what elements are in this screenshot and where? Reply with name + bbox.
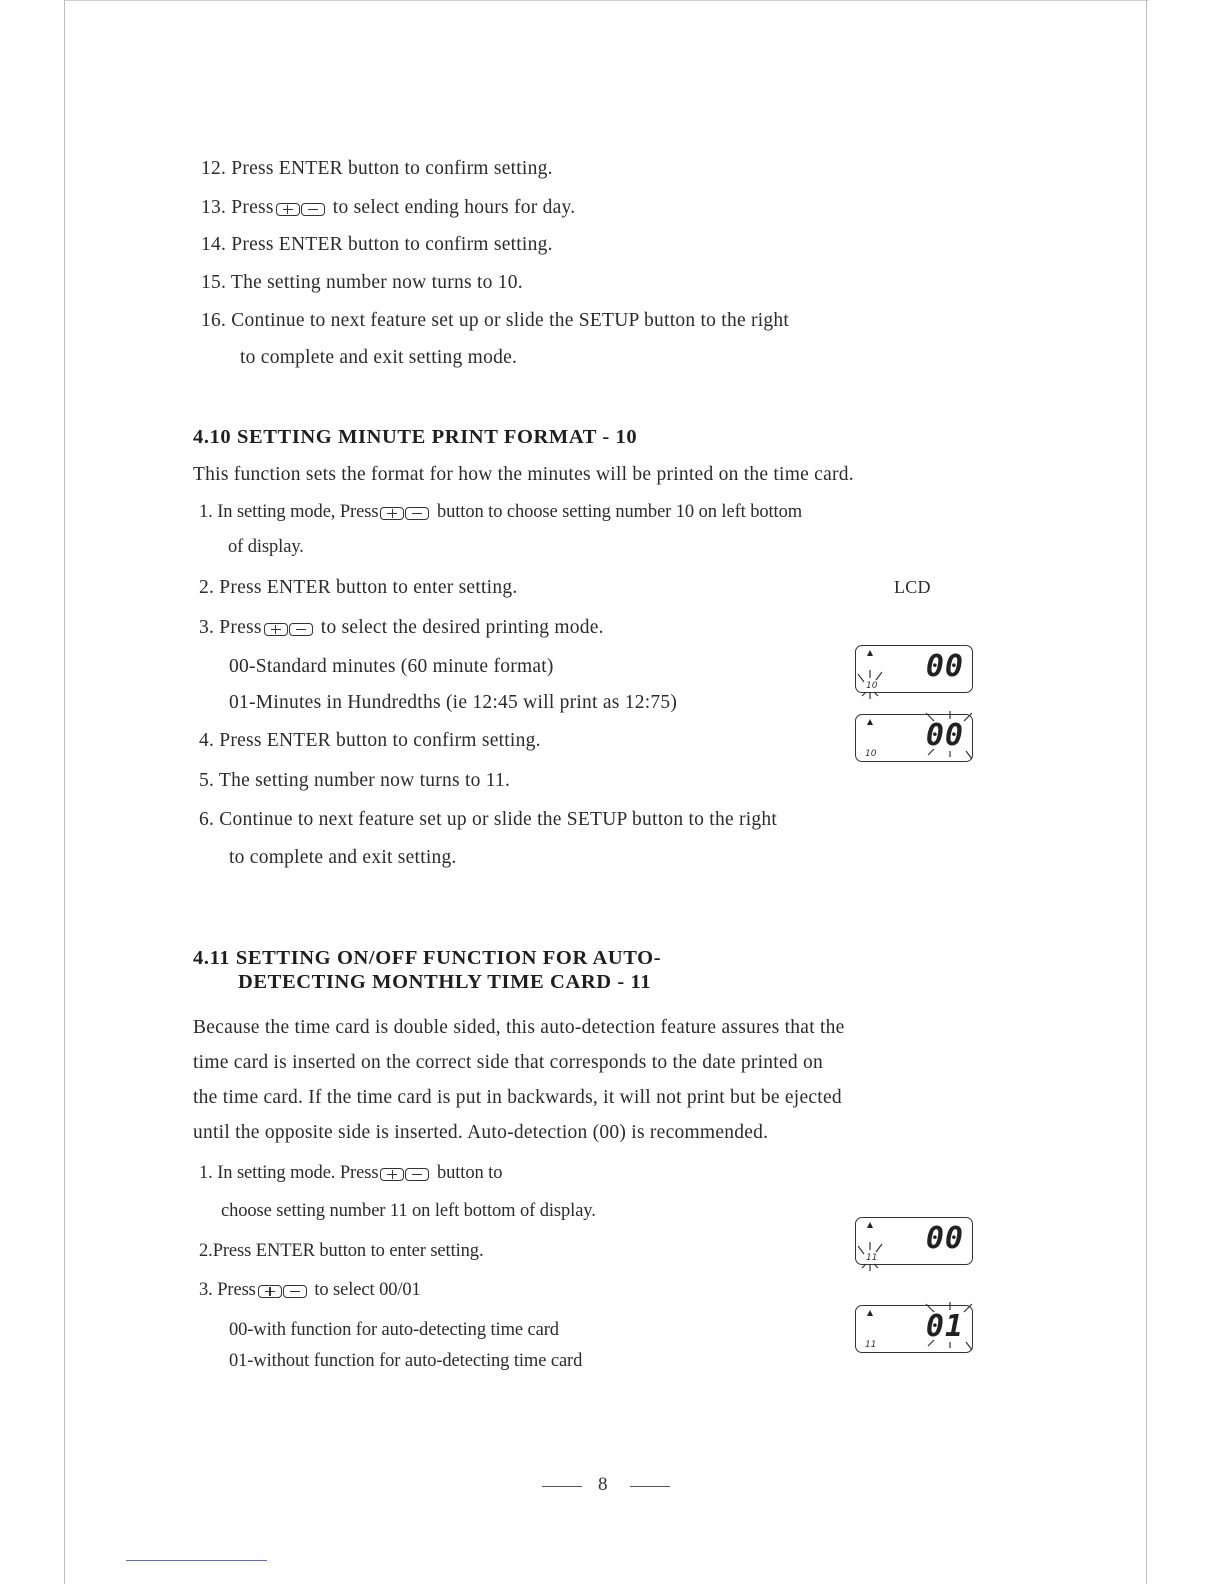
s411-step-1-cont: choose setting number 11 on left bottom of display.	[221, 1201, 596, 1221]
lcd-display	[855, 645, 973, 693]
lcd-digits: 00	[925, 1221, 964, 1256]
lcd-digits: 01	[925, 1309, 964, 1344]
step-16: 16. Continue to next feature set up or slide the SETUP button to the right	[201, 310, 790, 331]
footer-rule-right	[630, 1486, 670, 1487]
s411-option-01: 01-without function for auto-detecting time card	[229, 1351, 583, 1371]
s410-step-2: 2. Press ENTER button to enter setting.	[199, 577, 518, 598]
section-411-heading-line1: 4.11 SETTING ON/OFF FUNCTION FOR AUTO-	[193, 947, 662, 969]
plus-minus-icon	[264, 620, 314, 642]
section-410-heading: 4.10 SETTING MINUTE PRINT FORMAT - 10	[193, 426, 638, 448]
section-411-heading-line2: DETECTING MONTHLY TIME CARD - 11	[238, 971, 652, 993]
plus-minus-icon	[380, 1166, 430, 1187]
step-13: 13. Press to select ending hours for day.	[201, 197, 575, 222]
lcd-display	[855, 1305, 973, 1353]
page-border-left	[64, 0, 65, 1584]
step-15: 15. The setting number now turns to 10.	[201, 272, 523, 293]
lcd-display	[855, 1217, 973, 1265]
s410-step-3: 3. Press to select the desired printing mode.	[199, 617, 604, 642]
s410-step-6: 6. Continue to next feature set up or slide the SETUP button to the right	[199, 809, 778, 830]
section-411-para-line: the time card. If the time card is put in backwards, it will not print but be ejected	[193, 1087, 842, 1108]
s410-step-5: 5. The setting number now turns to 11.	[199, 770, 511, 791]
step-14: 14. Press ENTER button to confirm setting.	[201, 234, 553, 255]
lcd-setting-number: 11	[866, 1253, 878, 1263]
indicator-icon	[867, 650, 873, 656]
s410-option-01: 01-Minutes in Hundredths (ie 12:45 will print as 12:75)	[229, 692, 678, 713]
lcd-setting-number: 11	[865, 1340, 877, 1350]
lcd-setting-number: 10	[865, 749, 877, 759]
blink-rays-icon	[922, 711, 974, 763]
footer-rule-left	[542, 1486, 582, 1487]
plus-minus-icon	[258, 1283, 308, 1304]
s410-step-4: 4. Press ENTER button to confirm setting.	[199, 730, 541, 751]
s411-step-3: 3. Press to select 00/01	[199, 1280, 421, 1304]
s411-step-1: 1. In setting mode. Press button to	[199, 1163, 502, 1187]
page-border-top	[64, 0, 1148, 1]
section-410-intro: This function sets the format for how the minutes will be printed on the time card.	[193, 464, 854, 485]
plus-minus-icon	[380, 505, 430, 526]
section-411-para-line: until the opposite side is inserted. Auto-detection (00) is recommended.	[193, 1122, 769, 1143]
step-16-cont: to complete and exit setting mode.	[240, 347, 518, 368]
indicator-icon	[867, 1222, 873, 1228]
page-border-right	[1146, 0, 1147, 1584]
indicator-icon	[867, 1310, 873, 1316]
lcd-label: LCD	[894, 577, 931, 597]
blink-rays-icon	[856, 1238, 886, 1278]
blink-rays-icon	[922, 1302, 974, 1354]
lcd-digits: 00	[925, 649, 964, 684]
s410-step-1: 1. In setting mode, Press button to choose setting number 10 on left bottom	[199, 502, 802, 526]
section-411-para-line: Because the time card is double sided, this auto-detection feature assures that the	[193, 1017, 845, 1038]
s410-step-1-cont: of display.	[228, 537, 304, 557]
indicator-icon	[867, 719, 873, 725]
s410-step-6-cont: to complete and exit setting.	[229, 847, 457, 868]
s411-option-00: 00-with function for auto-detecting time card	[229, 1320, 559, 1340]
blink-rays-icon	[856, 666, 886, 706]
lcd-display	[855, 714, 973, 762]
plus-minus-icon	[276, 200, 326, 222]
link-underline[interactable]	[126, 1560, 267, 1561]
section-411-para-line: time card is inserted on the correct side that corresponds to the date printed on	[193, 1052, 823, 1073]
lcd-digits: 00	[925, 718, 964, 753]
step-12: 12. Press ENTER button to confirm setting.	[201, 158, 553, 179]
s411-step-2: 2.Press ENTER button to enter setting.	[199, 1241, 484, 1261]
lcd-setting-number: 10	[866, 681, 878, 691]
page-number: 8	[598, 1474, 608, 1495]
s410-option-00: 00-Standard minutes (60 minute format)	[229, 656, 554, 677]
